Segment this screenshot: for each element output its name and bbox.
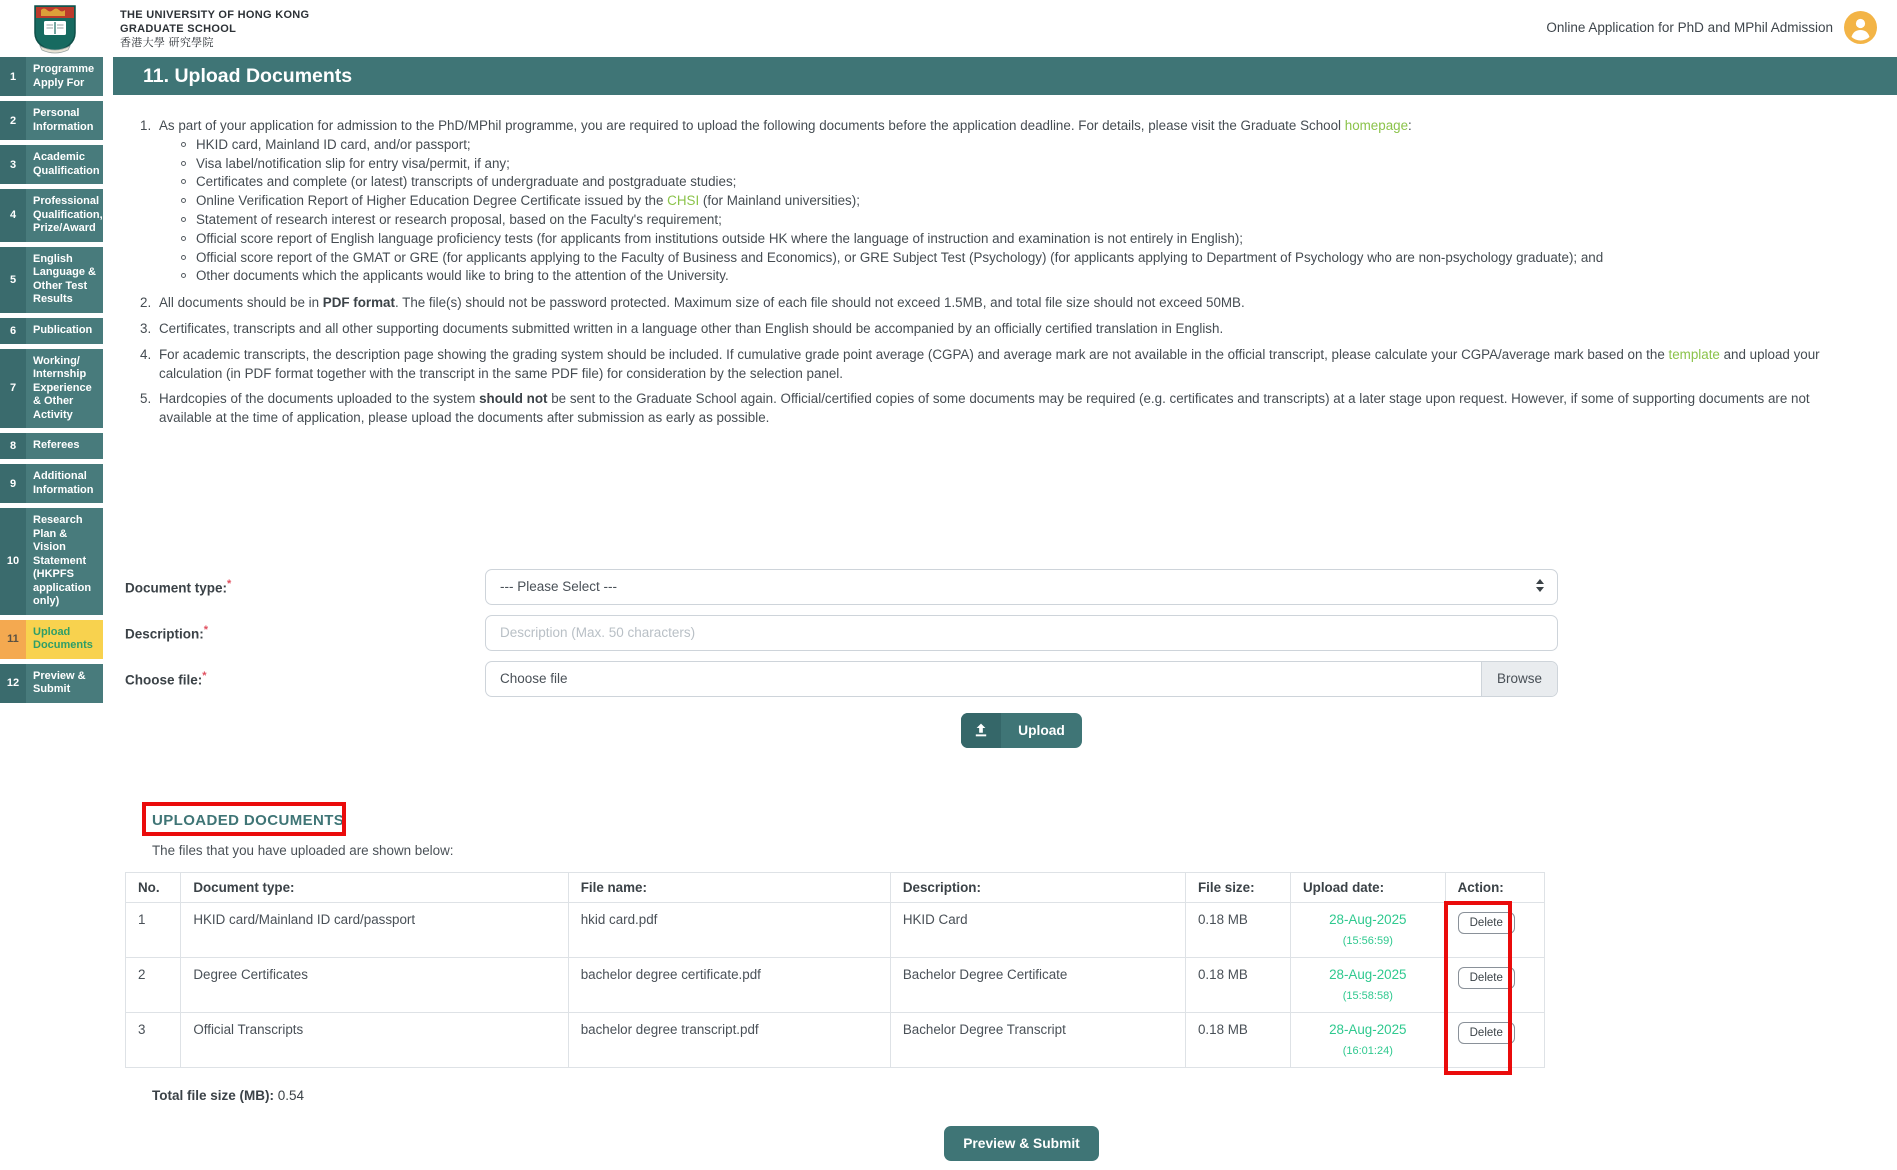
inline-link[interactable]: template <box>1668 346 1720 362</box>
university-line3: 香港大學 研究學院 <box>120 37 214 49</box>
sidebar-item-label: Working/ Internship Experience & Other Activity <box>33 354 92 421</box>
university-line1: THE UNIVERSITY OF HONG KONG <box>120 9 310 21</box>
upload-button[interactable] <box>961 713 1082 748</box>
cell-upload-date <box>1290 1012 1445 1067</box>
bullet-icon <box>181 179 186 184</box>
bullet-item <box>181 249 1837 268</box>
upload-time: (15:56:59) <box>1342 934 1393 947</box>
cell-document-type: Official Transcripts <box>181 1012 568 1067</box>
sidebar-item-number: 1 <box>0 57 26 96</box>
cell-description: Bachelor Degree Certificate <box>890 957 1185 1012</box>
cell-description: HKID Card <box>890 902 1185 957</box>
cell-no: 3 <box>126 1012 181 1067</box>
sidebar-item-professional-qualification-prize-award[interactable] <box>0 189 103 242</box>
upload-time: (15:58:58) <box>1342 989 1393 1002</box>
instruction-number: 3. <box>140 320 152 336</box>
bullet-item <box>181 173 1837 192</box>
upload-button-label: Upload <box>1018 722 1065 738</box>
sidebar-item-english-language-other-test-results[interactable] <box>0 247 103 313</box>
sidebar-item-label: Publication <box>33 323 93 336</box>
table-column-header: Description: <box>890 872 1185 902</box>
bullet-text: Official score report of English language proficiency tests (for applicants from institutions outside HK where the language of instruction and examination is not entirely in English); <box>196 230 1244 246</box>
instruction-number: 1. <box>140 118 152 133</box>
table-header-row <box>126 872 1545 902</box>
instruction-number: 2. <box>140 295 152 311</box>
cell-no: 1 <box>126 902 181 957</box>
sidebar-item-number: 7 <box>0 349 26 429</box>
browse-button[interactable]: Browse <box>1481 662 1557 696</box>
total-file-size-label: Total file size (MB): <box>152 1087 275 1103</box>
cell-file-size: 0.18 MB <box>1185 1012 1290 1067</box>
cell-action <box>1445 1012 1544 1067</box>
table-column-header: Document type: <box>181 872 568 902</box>
bullet-item <box>181 192 1837 211</box>
sidebar-item-number: 4 <box>0 189 26 242</box>
instruction-item-4 <box>140 346 1867 384</box>
cell-file-size: 0.18 MB <box>1185 957 1290 1012</box>
select-arrow-icon <box>1536 579 1544 592</box>
cell-file-name: hkid card.pdf <box>568 902 890 957</box>
sidebar-item-personal-information[interactable] <box>0 101 103 140</box>
sidebar-item-upload-documents[interactable] <box>0 620 103 659</box>
table-body <box>126 902 1545 1067</box>
sidebar-item-label: Programme Apply For <box>33 63 95 89</box>
delete-button[interactable]: Delete <box>1458 1022 1515 1044</box>
table-column-header: Upload date: <box>1290 872 1445 902</box>
total-file-size-value: 0.54 <box>277 1087 305 1103</box>
instruction-number: 5. <box>140 391 152 407</box>
sidebar <box>0 57 103 703</box>
sidebar-item-label: Professional Qualification, Prize/Award <box>33 195 103 234</box>
bullet-item <box>181 211 1837 230</box>
sidebar-item-number: 5 <box>0 247 26 313</box>
cell-file-name: bachelor degree certificate.pdf <box>568 957 890 1012</box>
sidebar-item-label: Academic Qualification <box>33 151 100 177</box>
table-column-header: File name: <box>568 872 890 902</box>
instructions-list <box>140 117 1867 428</box>
required-asterisk: * <box>203 623 209 636</box>
upload-date: 28-Aug-2025 <box>1329 966 1407 982</box>
preview-submit-button[interactable]: Preview & Submit <box>944 1126 1099 1161</box>
total-file-size <box>152 1088 1897 1103</box>
description-input[interactable] <box>485 615 1558 651</box>
sidebar-item-label: Upload Documents <box>33 625 93 651</box>
required-asterisk: * <box>202 669 207 682</box>
bullet-text: Other documents which the applicants would like to bring to the attention of the University. <box>196 268 729 284</box>
app-title: Online Application for PhD and MPhil Admission <box>1546 20 1833 35</box>
sidebar-item-label: Additional Information <box>33 470 94 496</box>
bullet-icon <box>181 273 186 278</box>
instruction-item-5 <box>140 390 1867 428</box>
uploaded-documents-section <box>125 812 1897 1161</box>
inline-link[interactable]: CHSI <box>667 193 700 209</box>
bullet-item <box>181 155 1837 174</box>
sidebar-item-number: 12 <box>0 664 26 703</box>
bullet-item <box>181 230 1837 249</box>
sidebar-item-referees[interactable] <box>0 433 103 459</box>
table-column-header: File size: <box>1185 872 1290 902</box>
university-line2: GRADUATE SCHOOL <box>120 23 237 35</box>
sidebar-item-number: 8 <box>0 433 26 459</box>
uploaded-documents-subtext: The files that you have uploaded are shown below: <box>152 842 454 858</box>
bullet-text: Statement of research interest or research proposal, based on the Faculty's requirement; <box>196 211 722 227</box>
bullet-text: Visa label/notification slip for entry visa/permit, if any; <box>196 155 510 171</box>
uploaded-documents-table <box>125 872 1545 1068</box>
instruction-text: Certificates, transcripts and all other supporting documents submitted written in a language other than English should be accompanied by an officially certified translation in English. <box>159 320 1224 336</box>
bullet-item <box>181 267 1837 286</box>
sidebar-item-label: Referees <box>33 439 80 451</box>
cell-file-name: bachelor degree transcript.pdf <box>568 1012 890 1067</box>
document-type-label: Document type:* <box>125 577 232 596</box>
bullet-icon <box>181 142 186 147</box>
cell-document-type: Degree Certificates <box>181 957 568 1012</box>
cell-upload-date <box>1290 902 1445 957</box>
bullet-icon <box>181 236 186 241</box>
bullet-text: Online Verification Report of Higher Education Degree Certificate issued by the CHSI (for Mainland universities); <box>196 193 860 209</box>
cell-upload-date <box>1290 957 1445 1012</box>
instruction-item-3 <box>140 320 1867 339</box>
sidebar-item-additional-information[interactable] <box>0 464 103 503</box>
sidebar-item-number: 6 <box>0 318 26 344</box>
document-type-select[interactable] <box>485 569 1558 605</box>
file-input-text: Choose file <box>500 671 568 687</box>
table-row <box>126 902 1545 957</box>
bullet-text: Official score report of the GMAT or GRE (for applicants applying to the Faculty of Business and Economics), or GRE Subject Test (Psychology) (for applicants applying to Department of Psychology who are non-psychology graduate); and <box>196 249 1604 265</box>
hku-logo <box>33 4 77 59</box>
sidebar-item-label: Personal Information <box>33 107 94 133</box>
main-content <box>113 95 1897 1161</box>
sidebar-item-programme-apply-for[interactable] <box>0 57 103 96</box>
bullet-icon <box>181 198 186 203</box>
cell-action <box>1445 902 1544 957</box>
cell-no: 2 <box>126 957 181 1012</box>
sidebar-item-number: 10 <box>0 508 26 615</box>
instruction-text: All documents should be in PDF format. The file(s) should not be password protected. Maximum size of each file should not exceed 1.5MB, and total file size should not exceed 50MB. <box>159 295 1245 311</box>
cell-document-type: HKID card/Mainland ID card/passport <box>181 902 568 957</box>
cell-action <box>1445 957 1544 1012</box>
table-row <box>126 957 1545 1012</box>
table-row <box>126 1012 1545 1067</box>
upload-date: 28-Aug-2025 <box>1329 911 1407 927</box>
inline-link[interactable]: homepage <box>1344 118 1409 133</box>
instruction-item-2 <box>140 294 1867 313</box>
upload-form <box>125 569 1558 748</box>
description-label: Description:* <box>125 623 209 642</box>
university-name <box>120 8 309 50</box>
sidebar-item-label: Preview & Submit <box>33 669 86 695</box>
upload-date: 28-Aug-2025 <box>1329 1021 1407 1037</box>
top-header <box>0 0 1897 57</box>
sidebar-item-label: Research Plan & Vision Statement (HKPFS application only) <box>33 514 92 607</box>
uploaded-documents-heading: UPLOADED DOCUMENTS <box>152 811 345 829</box>
instruction-bullet-list <box>181 136 1837 286</box>
bullet-text: HKID card, Mainland ID card, and/or passport; <box>196 136 471 152</box>
upload-icon <box>961 713 1001 748</box>
bullet-icon <box>181 217 186 222</box>
sidebar-item-number: 3 <box>0 145 26 184</box>
user-avatar-icon[interactable] <box>1844 11 1877 44</box>
upload-time: (16:01:24) <box>1342 1044 1393 1057</box>
bullet-text: Certificates and complete (or latest) transcripts of undergraduate and postgraduate studies; <box>196 174 737 190</box>
document-type-selected-value: --- Please Select --- <box>500 579 618 595</box>
instruction-text: For academic transcripts, the description page showing the grading system should be included. If cumulative grade point average (CGPA) and average mark are not available in the official transcript, please calculate your CGPA/average mark based on the template and upload your calculation (in PDF format together with the transcript in the same PDF file) for consideration by the selection panel. <box>159 346 1820 381</box>
sidebar-item-number: 11 <box>0 620 26 659</box>
sidebar-item-working-internship-experience-other-activity[interactable] <box>0 349 103 429</box>
sidebar-item-academic-qualification[interactable] <box>0 145 103 184</box>
cell-description: Bachelor Degree Transcript <box>890 1012 1185 1067</box>
instruction-item-1 <box>140 117 1867 287</box>
bullet-item <box>181 136 1837 155</box>
bullet-icon <box>181 161 186 166</box>
file-input[interactable] <box>485 661 1558 697</box>
sidebar-item-label: English Language & Other Test Results <box>33 252 96 305</box>
cell-file-size: 0.18 MB <box>1185 902 1290 957</box>
table-column-header: No. <box>126 872 181 902</box>
delete-button[interactable]: Delete <box>1458 967 1515 989</box>
required-asterisk: * <box>227 577 232 590</box>
delete-button[interactable]: Delete <box>1458 912 1515 934</box>
bullet-icon <box>181 255 186 260</box>
sidebar-item-number: 9 <box>0 464 26 503</box>
sidebar-item-publication[interactable] <box>0 318 103 344</box>
sidebar-item-research-plan-vision-statement-hkpfs-application-only[interactable] <box>0 508 103 615</box>
sidebar-item-number: 2 <box>0 101 26 140</box>
page-title: 11. Upload Documents <box>113 57 1897 95</box>
table-column-header: Action: <box>1445 872 1544 902</box>
instruction-text: Hardcopies of the documents uploaded to the system should not be sent to the Graduate School again. Official/certified copies of some documents may be required (e.g. certificates and transcripts) at a later stage upon request. However, if some of supporting documents are not available at the time of application, please upload the documents after submission as early as possible. <box>159 391 1810 426</box>
instruction-text: As part of your application for admission to the PhD/MPhil programme, you are required to upload the following documents before the application deadline. For details, please visit the Graduate School homepage: HKID card, Mainland ID card, and/or passport; Visa label/notification slip for entry visa/permit, if any; Certificates and complete (or latest) transcripts of undergraduate and postgraduate studies; Online Verification Report of Higher Education Degree Certificate issued by the CHSI (for Mainland universities); Statement of research interest or research proposal, based on the Faculty's requirement; Official score report of English language proficiency tests (for applicants from institutions outside HK where the language of instruction and examination is not entirely in English); Official score report of the GMAT or GRE (for applicants applying to the Faculty of Business and Economics), or GRE Subject Test (Psychology) (for applicants applying to Department of Psychology who are non-psychology graduate); and Other documents which the applicants would like to bring to the attention of the University. <box>159 117 1867 287</box>
instruction-number: 4. <box>140 346 152 362</box>
choose-file-label: Choose file:* <box>125 669 207 688</box>
sidebar-item-preview-submit[interactable] <box>0 664 103 703</box>
